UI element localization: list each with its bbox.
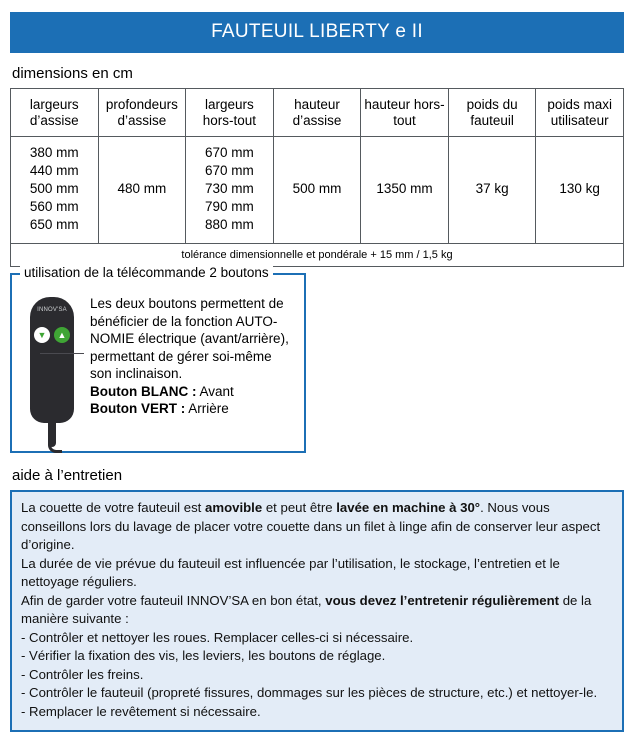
care-paragraph-1	[21, 499, 613, 555]
chevron-up-icon: ▲	[54, 327, 70, 343]
table-cell: 500 mm	[273, 137, 361, 244]
table-header-cell: poids du fauteuil	[448, 89, 536, 137]
green-button-value: Arrière	[185, 401, 229, 416]
remote-cable-bend	[48, 443, 62, 453]
list-item: - Vérifier la fixation des vis, les leviers, les boutons de réglage.	[21, 648, 386, 663]
care-highlight-amovible: amovible	[205, 500, 263, 515]
care-paragraph-2: La durée de vie prévue du fauteuil est influencée par l’utilisation, le stockage, l’entretien et le nettoyage réguliers.	[21, 555, 560, 589]
table-cell: 380 mm 440 mm 500 mm 560 mm 650 mm	[11, 137, 99, 244]
care-section-label: aide à l’entretien	[12, 467, 123, 484]
remote-section	[10, 265, 624, 453]
care-text: La couette de votre fauteuil est	[21, 500, 206, 515]
table-header-cell: profondeurs d’assise	[98, 89, 186, 137]
remote-body-shape	[30, 297, 74, 423]
table-header-cell: hauteur hors-tout	[361, 89, 449, 137]
care-text: et peut être	[262, 500, 337, 515]
care-text: Afin de garder votre fauteuil INNOV’SA en bon état,	[21, 592, 326, 608]
care-text: de la manière suivante :	[21, 592, 592, 626]
page-title: FAUTEUIL LIBERTY e II	[10, 12, 624, 53]
remote-seam	[40, 353, 84, 354]
brand-logo: INNOV'SA	[37, 307, 67, 313]
care-paragraph-3	[21, 592, 613, 629]
table-cell: 37 kg	[448, 137, 536, 244]
remote-description	[86, 293, 296, 443]
list-item: - Contrôler et nettoyer les roues. Remplacer celles-ci si nécessaire.	[21, 629, 414, 645]
care-highlight-lavage: lavée en machine à 30°	[336, 500, 481, 515]
table-header-cell: hauteur d’assise	[273, 89, 361, 137]
list-item: - Contrôler les freins.	[21, 666, 144, 682]
table-cell: 670 mm 670 mm 730 mm 790 mm 880 mm	[186, 137, 274, 244]
dimensions-section-label: dimensions en cm	[12, 65, 133, 82]
chevron-down-icon: ▼	[34, 327, 50, 343]
remote-control-image	[20, 293, 86, 443]
table-cell: 480 mm	[98, 137, 186, 244]
care-text: . Nous vous conseillons lors du lavage de placer votre couette dans un filet à linge afin de conserver leur aspect d’origine.	[21, 500, 601, 552]
table-row	[11, 137, 624, 244]
remote-paragraph: Les deux boutons permettent de bénéficier de la fonction AUTO-NOMIE électrique (avant/arrière), permettant de gérer soi-même son inclinaison.	[90, 296, 289, 381]
table-cell: 130 kg	[536, 137, 624, 244]
dimensions-table	[10, 88, 624, 267]
care-box	[10, 490, 624, 732]
list-item: - Contrôler le fauteuil (propreté fissures, dommages sur les pièces de structure, etc.) et nettoyer-le.	[21, 685, 598, 700]
remote-section-label: utilisation de la télécommande 2 boutons	[20, 265, 273, 280]
table-cell: 1350 mm	[361, 137, 449, 244]
table-footnote: tolérance dimensionnelle et pondérale + 15 mm / 1,5 kg	[11, 244, 624, 267]
care-highlight-entretien: vous devez l’entretenir régulièrement	[325, 592, 560, 608]
white-button-line	[90, 383, 296, 401]
table-header-cell: largeurs d’assise	[11, 89, 99, 137]
green-button-line	[90, 400, 296, 418]
green-button-label: Bouton VERT :	[90, 401, 186, 416]
remote-box	[10, 265, 306, 453]
white-button-value: Avant	[196, 383, 234, 399]
table-header-cell: poids maxi utilisateur	[536, 89, 624, 137]
white-button-label: Bouton BLANC :	[90, 383, 197, 399]
table-footnote-row	[11, 244, 624, 267]
list-item: - Remplacer le revêtement si nécessaire.	[21, 703, 261, 719]
table-header-cell: largeurs hors-tout	[186, 89, 274, 137]
table-header-row	[11, 89, 624, 137]
